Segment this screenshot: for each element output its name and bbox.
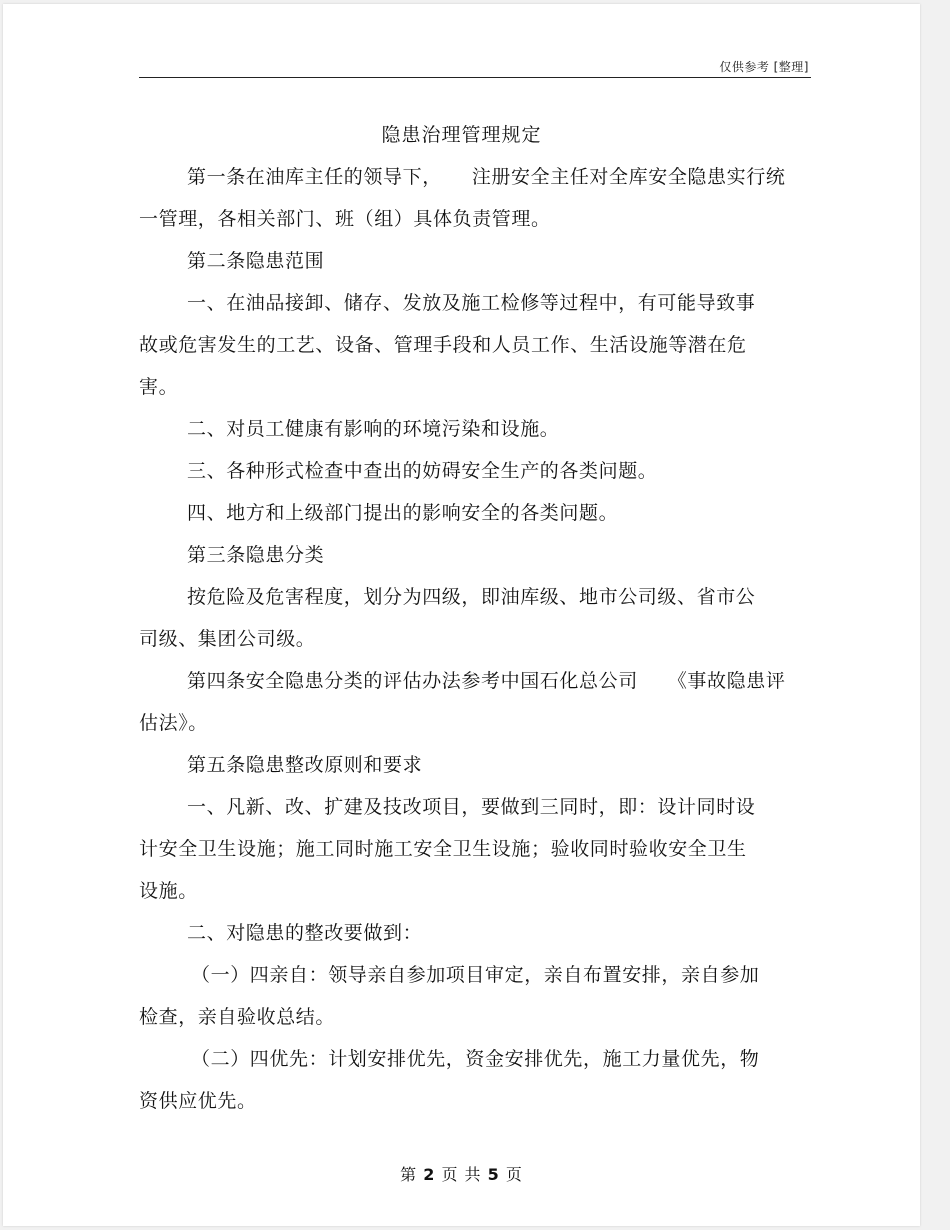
line-text: 第四条安全隐患分类的评估办法参考中国石化总公司: [187, 670, 638, 692]
line-text: （二）四优先：计划安排优先，资金安排优先，施工力量优先，物: [191, 1048, 760, 1070]
paragraph-line: [139, 996, 811, 1038]
line-text: 三、各种形式检查中查出的妨碍安全生产的各类问题。: [187, 460, 658, 482]
header-divider: [139, 77, 811, 78]
header-note: 仅供参考 [整理]: [719, 60, 809, 74]
footer-prefix: 第: [400, 1165, 418, 1184]
paragraph-line: [139, 1080, 811, 1122]
line-text: 一、凡新、改、扩建及技改项目，要做到三同时，即：设计同时设: [187, 796, 756, 818]
total-page-count: 5: [487, 1165, 500, 1184]
paragraph-line: [139, 828, 811, 870]
paragraph-line: [139, 786, 811, 828]
line-text: 一管理，各相关部门、班（组）具体负责管理。: [139, 208, 551, 230]
paragraph-line: [139, 870, 811, 912]
paragraph-line: [139, 660, 811, 702]
line-text: 一、在油品接卸、储存、发放及施工检修等过程中，有可能导致事: [187, 292, 756, 314]
line-text: 按危险及危害程度，划分为四级，即油库级、地市公司级、省市公: [187, 586, 756, 608]
line-text: 估法》。: [139, 712, 208, 734]
line-text: 资供应优先。: [139, 1090, 257, 1112]
paragraph-line: [139, 744, 811, 786]
document-body: [139, 156, 811, 1122]
line-text-continued: 注册安全主任对全库安全隐患实行统: [471, 166, 786, 188]
paragraph-line: [139, 1038, 811, 1080]
paragraph-line: [139, 492, 811, 534]
line-text: 检查，亲自验收总结。: [139, 1006, 336, 1028]
paragraph-line: [139, 408, 811, 450]
line-text: 害。: [139, 376, 179, 398]
line-text: 第五条隐患整改原则和要求: [187, 754, 423, 776]
line-text: 二、对隐患的整改要做到：: [187, 922, 423, 944]
line-text: 二、对员工健康有影响的环境污染和设施。: [187, 418, 560, 440]
document-title: 隐患治理管理规定: [381, 124, 542, 146]
line-text: 第二条隐患范围: [187, 250, 325, 272]
paragraph-line: [139, 156, 811, 198]
line-text: 第三条隐患分类: [187, 544, 325, 566]
page-footer: [3, 1162, 920, 1185]
paragraph-line: [139, 954, 811, 996]
paragraph-line: [139, 366, 811, 408]
paragraph-line: [139, 618, 811, 660]
line-text: 四、地方和上级部门提出的影响安全的各类问题。: [187, 502, 619, 524]
paragraph-line: [139, 702, 811, 744]
line-text: 故或危害发生的工艺、设备、管理手段和人员工作、生活设施等潜在危: [139, 334, 747, 356]
line-text: 设施。: [139, 880, 198, 902]
line-text: 计安全卫生设施；施工同时施工安全卫生设施；验收同时验收安全卫生: [139, 838, 747, 860]
paragraph-line: [139, 324, 811, 366]
current-page-number: 2: [423, 1165, 436, 1184]
footer-suffix: 页: [505, 1165, 523, 1184]
paragraph-line: [139, 576, 811, 618]
paragraph-line: [139, 534, 811, 576]
line-text: 司级、集团公司级。: [139, 628, 316, 650]
paragraph-line: [139, 282, 811, 324]
line-text: （一）四亲自：领导亲自参加项目审定，亲自布置安排，亲自参加: [191, 964, 760, 986]
line-text-continued: 《事故隐患评: [667, 670, 786, 692]
paragraph-line: [139, 450, 811, 492]
line-text: 第一条在油库主任的领导下，: [187, 166, 442, 188]
document-page: [3, 4, 920, 1226]
paragraph-line: [139, 912, 811, 954]
footer-middle: 页 共: [441, 1165, 482, 1184]
paragraph-line: [139, 240, 811, 282]
paragraph-line: [139, 198, 811, 240]
